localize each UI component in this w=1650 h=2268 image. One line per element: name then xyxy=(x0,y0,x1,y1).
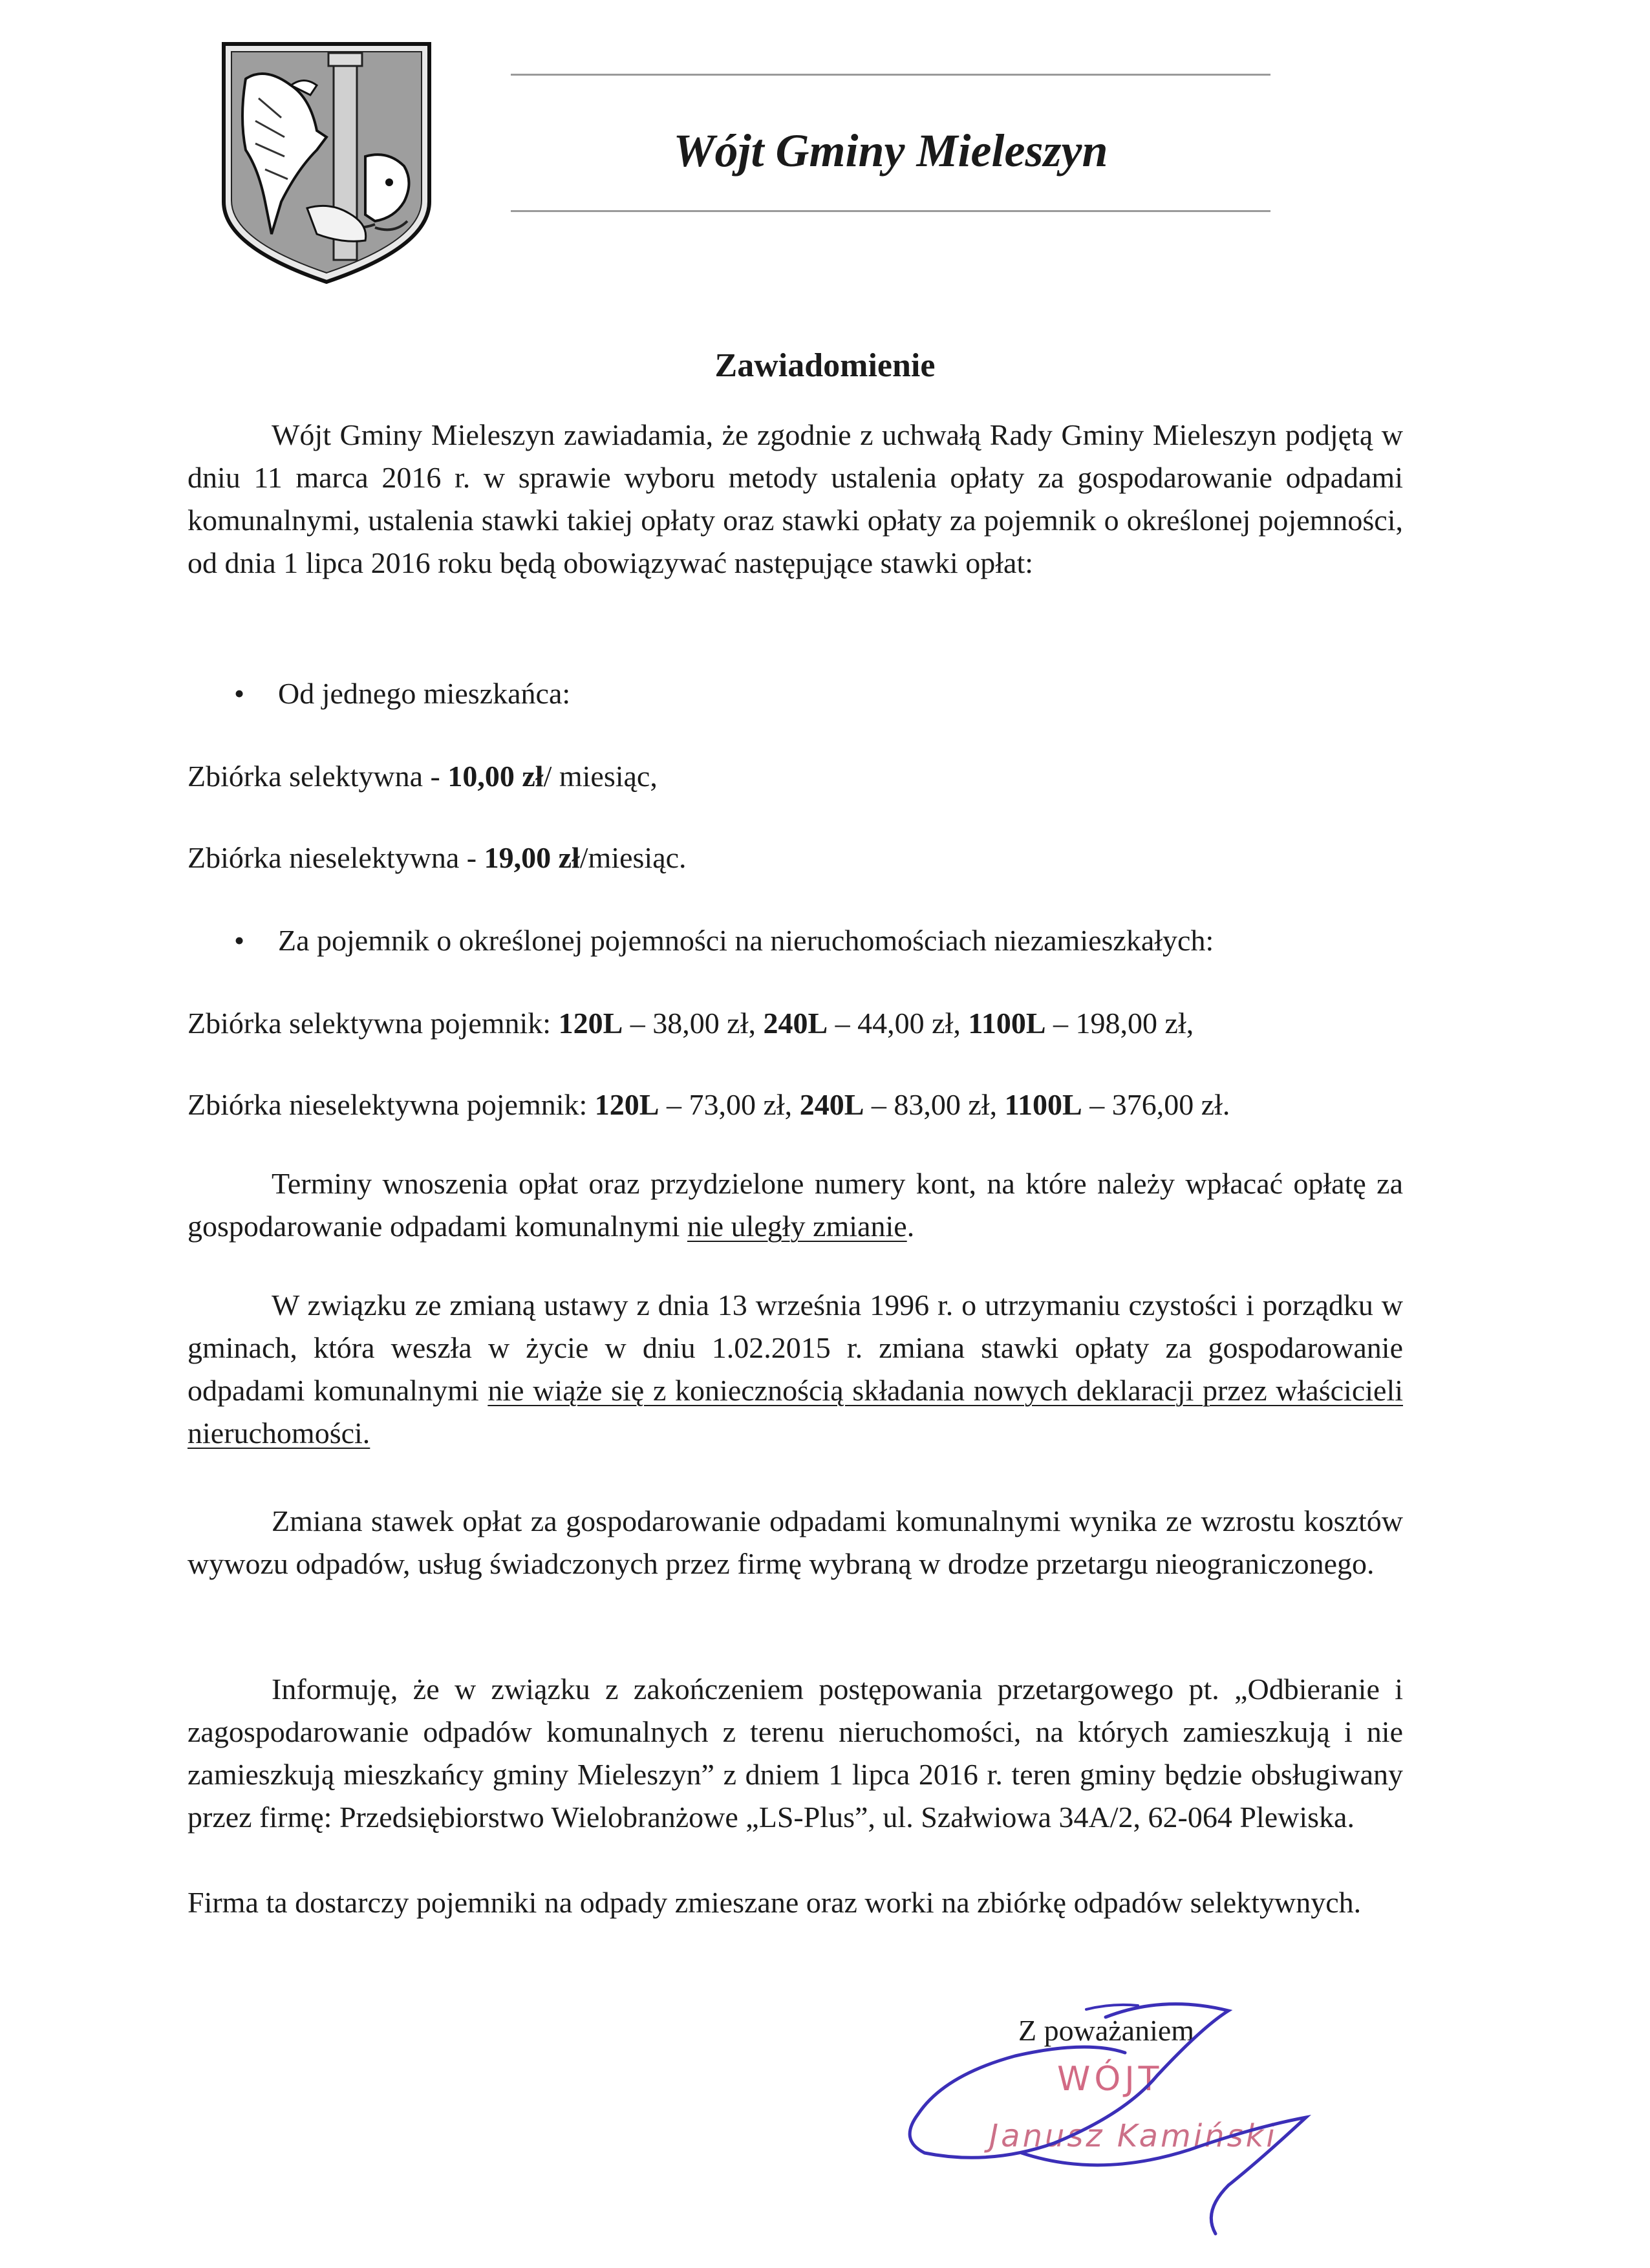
document-title: Zawiadomienie xyxy=(714,347,936,384)
container-nonselective-rates: Zbiórka nieselektywna pojemnik: 120L – 73,00 zł, 240L – 83,00 zł, 1100L – 376,00 zł. xyxy=(188,1088,1230,1121)
stamp-title: WÓJT xyxy=(1057,2060,1163,2099)
header-rule-bottom xyxy=(511,210,1270,212)
bullet-residents: • Od jednego mieszkańca: xyxy=(234,677,571,710)
change-paragraph: Zmiana stawek opłat za gospodarowanie odpadami komunalnymi wynika ze wzrostu kosztów wywozu odpadów, usług świadczonych przez firmę wybraną w drodze przetargu nieograniczonego. xyxy=(188,1504,1403,1580)
closing-greeting: Z poważaniem xyxy=(1018,2014,1195,2047)
signature-block xyxy=(892,1991,1345,2250)
law-paragraph: W związku ze zmianą ustawy z dnia 13 września 1996 r. o utrzymaniu czystości i porządku w gminach, która weszła w życie w dniu 1.02.2015 r. zmiana stawki opłaty za gospodarowanie odpadami komunalnymi nie wiąże się z koniecznością składania nowych deklaracji przez właścicieli nieruchomości. xyxy=(188,1289,1404,1450)
intro-paragraph: Wójt Gminy Mieleszyn zawiadamia, że zgodnie z uchwałą Rady Gminy Mieleszyn podjętą w dniu 11 marca 2016 r. w sprawie wyboru metody ustalenia opłaty za gospodarowanie odpadami komunalnymi, ustalenia stawki takiej opłaty oraz stawki opłaty za pojemnik o określonej pojemności, od dnia 1 lipca 2016 roku będą obowiązywać następujące stawki opłat: xyxy=(188,418,1403,579)
resident-selective-rate: Zbiórka selektywna - 10,00 zł/ miesiąc, xyxy=(188,760,658,793)
inform-paragraph: Informuję, że w związku z zakończeniem postępowania przetargowego pt. „Odbieranie i zagospodarowanie odpadów komunalnych z terenu nieruchomości, na których zamieszkują i nie zamieszkują mieszkańcy gminy Mieleszyn” z dniem 1 lipca 2016 r. teren gminy będzie obsługiwany przez firmę: Przedsiębiorstwo Wielobranżowe „LS-Plus”, ul. Szałwiowa 34A/2, 62-064 Plewiska. xyxy=(188,1673,1403,1834)
handwritten-signature-icon xyxy=(892,1991,1345,2250)
container-selective-rates: Zbiórka selektywna pojemnik: 120L – 38,00 zł, 240L – 44,00 zł, 1100L – 198,00 zł, xyxy=(188,1007,1194,1040)
resident-nonselective-rate: Zbiórka nieselektywna - 19,00 zł/miesiąc. xyxy=(188,841,687,874)
coat-of-arms-icon xyxy=(220,40,433,286)
stamp-name: Janusz Kamiński xyxy=(989,2118,1278,2154)
company-paragraph: Firma ta dostarczy pojemniki na odpady zmieszane oraz worki na zbiórkę odpadów selektywnych. xyxy=(188,1886,1362,1919)
header-title: Wójt Gminy Mieleszyn xyxy=(673,125,1108,177)
terms-paragraph: Terminy wnoszenia opłat oraz przydzielone numery kont, na które należy wpłacać opłatę za gospodarowanie odpadami komunalnymi nie uległy zmianie. xyxy=(188,1167,1403,1243)
bullet-containers: • Za pojemnik o określonej pojemności na nieruchomościach niezamieszkałych: xyxy=(234,924,1214,957)
header-rule-top xyxy=(511,74,1270,76)
